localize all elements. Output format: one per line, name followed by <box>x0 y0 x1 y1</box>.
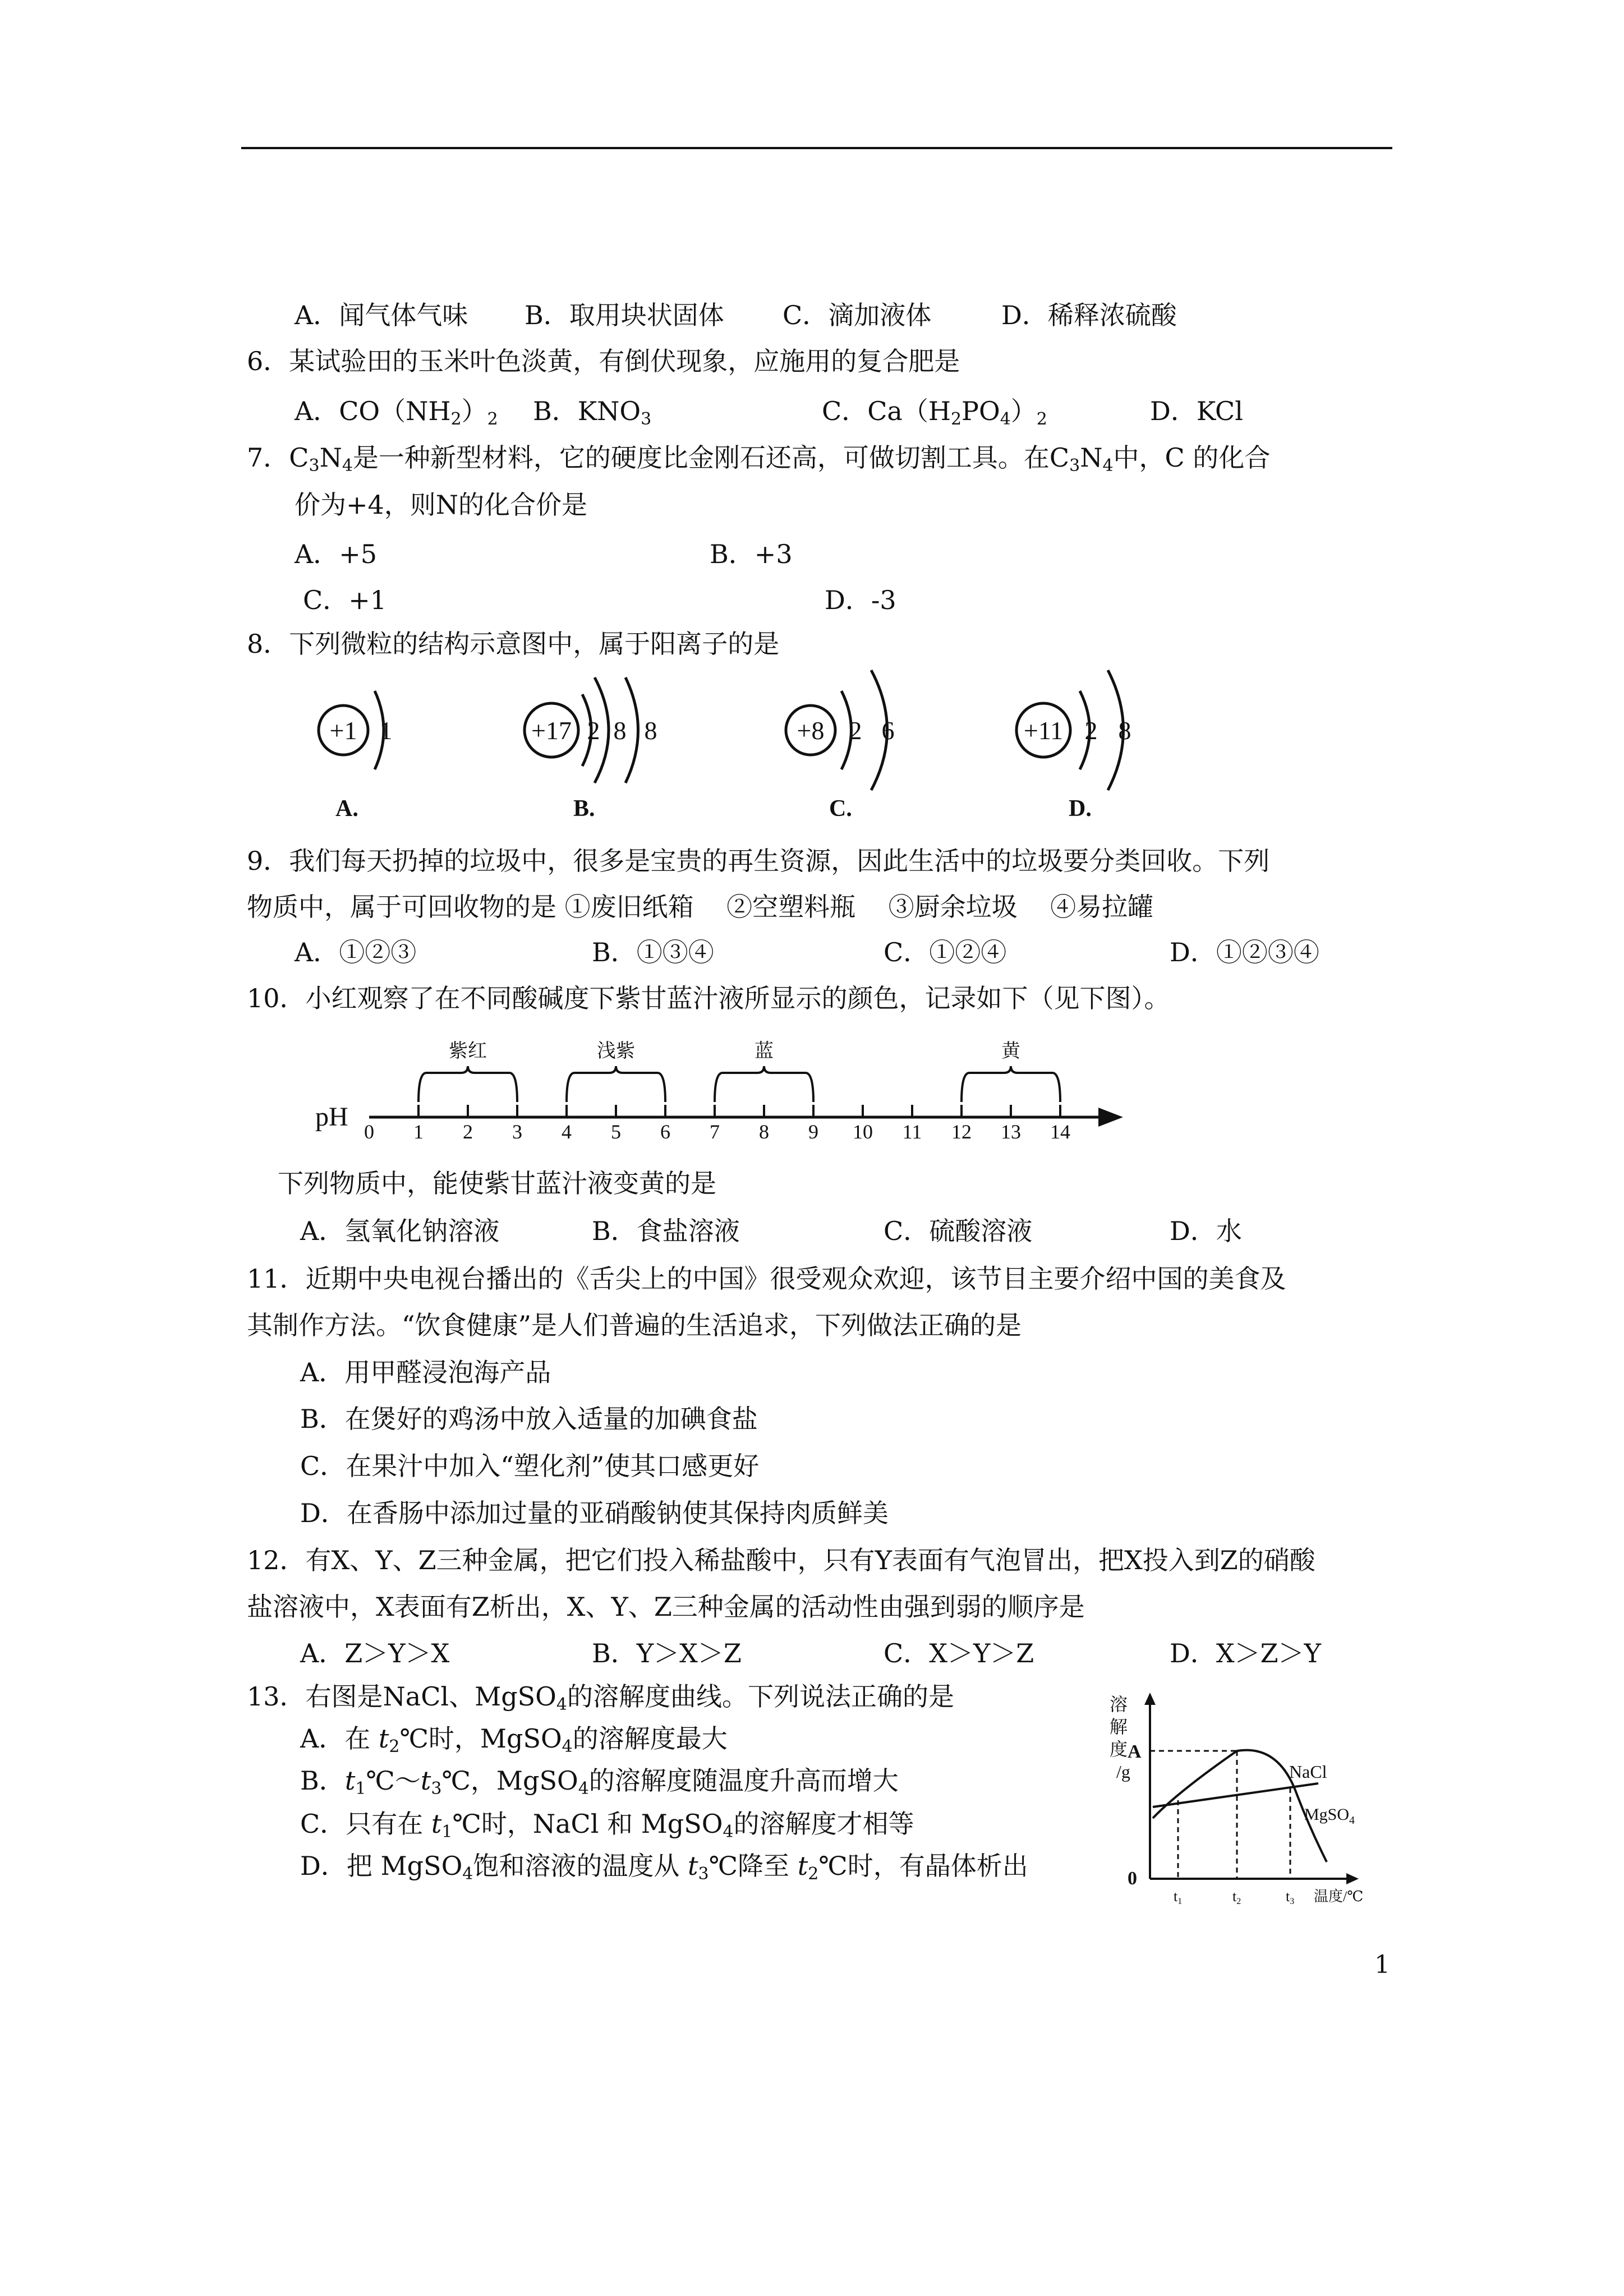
q10-stem: 10．小红观察了在不同酸碱度下紫甘蓝汁液所显示的颜色，记录如下（见下图）。 <box>247 983 1170 1013</box>
q13-option-c: C．只有在 $t_1℃$时，NaCl 和 MgSO$_4$的溶解度才相等 <box>300 1809 914 1842</box>
q12-option-b: B．Y＞X＞Z <box>592 1638 742 1668</box>
q11-stem-line2: 其制作方法。“饮食健康”是人们普遍的生活追求，下列做法正确的是 <box>247 1310 1022 1340</box>
q13-stem: 13．右图是NaCl、MgSO$_4$的溶解度曲线。下列说法正确的是 <box>247 1681 954 1714</box>
mgso4-label: MgSO$_4$ <box>1304 1805 1355 1827</box>
ph-tick-label: 7 <box>710 1121 720 1143</box>
atom-d-nucleus-label: +11 <box>1023 716 1064 745</box>
ph-range-color-label: 黄 <box>1001 1041 1020 1062</box>
q5-option-c: C．滴加液体 <box>783 300 932 330</box>
atom-a-nucleus-label: +1 <box>329 716 357 745</box>
q6-option-c: C．$Ca(H_2PO_4)_2$ <box>822 396 1047 429</box>
q6-stem: 6．某试验田的玉米叶色淡黄，有倒伏现象，应施用的复合肥是 <box>247 346 960 376</box>
atom-a-shell-count: 1 <box>379 716 393 745</box>
page-number: 1 <box>1374 1951 1390 1979</box>
ph-ticks <box>364 1105 1070 1143</box>
graph-x-arrow <box>1346 1873 1359 1884</box>
q13-option-b: B．$t_1℃\sim t_3℃$，MgSO$_4$的溶解度随温度升高而增大 <box>300 1765 899 1799</box>
atom-a-label: A. <box>335 796 358 822</box>
q12-stem-line1: 12．有X、Y、Z三种金属，把它们投入稀盐酸中，只有Y表面有气泡冒出，把X投入到Z的硝酸 <box>247 1545 1315 1575</box>
q9-option-c: C．①②④ <box>884 937 1007 967</box>
graph-xtick-t3: t3 <box>1286 1888 1295 1906</box>
atom-b-shell-count-3: 8 <box>644 716 657 745</box>
q9-stem-line1: 9．我们每天扔掉的垃圾中，很多是宝贵的再生资源，因此生活中的垃圾要分类回收。下列 <box>247 846 1270 876</box>
q12-option-a: A．Z＞Y＞X <box>300 1638 450 1668</box>
q12-option-c: C．X＞Y＞Z <box>884 1638 1034 1668</box>
graph-ylabel-char-3: 度 <box>1110 1739 1128 1759</box>
ph-tick-label: 8 <box>759 1121 769 1143</box>
q7-option-d: D．-3 <box>825 585 896 615</box>
ph-tick-label: 13 <box>1001 1121 1021 1143</box>
ph-range-bracket <box>567 1066 665 1102</box>
q11-stem-line1: 11．近期中央电视台播出的《舌尖上的中国》很受观众欢迎，该节目主要介绍中国的美食及 <box>247 1264 1286 1294</box>
ph-color-ranges <box>418 1040 1060 1102</box>
ph-scale-diagram <box>303 1018 1133 1147</box>
atom-d-label: D. <box>1069 796 1092 822</box>
q6-option-a: A．$CO(NH_2)_2$ <box>295 396 498 429</box>
q10-option-d: D．水 <box>1170 1216 1242 1246</box>
graph-xtick-t2: t2 <box>1232 1888 1241 1906</box>
q13-option-d: D．把 MgSO$_4$饱和溶液的温度从 $t_3℃$降至 $t_2℃$时，有晶体析出 <box>300 1851 1028 1884</box>
ph-range-color-label: 紫红 <box>449 1041 487 1062</box>
q8-stem: 8．下列微粒的结构示意图中，属于阳离子的是 <box>247 629 780 659</box>
graph-ylabel-char-1: 溶 <box>1110 1694 1128 1714</box>
q6-option-d: D．KCl <box>1150 396 1243 426</box>
ph-tick-label: 3 <box>512 1121 522 1143</box>
ph-tick-label: 9 <box>808 1121 818 1143</box>
atom-c-nucleus-label: +8 <box>797 716 825 745</box>
q13-option-a: A．在 $t_2℃$时，MgSO$_4$的溶解度最大 <box>300 1723 728 1756</box>
ph-range-bracket <box>715 1066 813 1102</box>
q9-option-b: B．①③④ <box>592 937 714 967</box>
atom-d-shell-count-1: 2 <box>1084 716 1098 745</box>
atom-b-label: B. <box>573 796 595 822</box>
atom-b-shell-count-2: 8 <box>613 716 627 745</box>
ph-tick-label: 0 <box>364 1121 374 1143</box>
q9-option-a: A．①②③ <box>295 937 417 967</box>
ph-axis-arrow <box>1098 1108 1123 1127</box>
q11-option-b: B．在煲好的鸡汤中放入适量的加碘食盐 <box>300 1404 758 1434</box>
ph-tick-label: 12 <box>951 1121 972 1143</box>
graph-xlabel: 温度/℃ <box>1314 1888 1364 1905</box>
q11-option-d: D．在香肠中添加过量的亚硝酸钠使其保持肉质鲜美 <box>300 1498 889 1528</box>
q7-option-b: B．+3 <box>710 539 793 569</box>
graph-ylabel-char-2: 解 <box>1110 1717 1128 1737</box>
q7-option-a: A．+5 <box>295 539 378 569</box>
ph-tick-label: 10 <box>853 1121 873 1143</box>
ph-range-color-label: 浅紫 <box>597 1041 635 1062</box>
ph-tick-label: 1 <box>413 1121 424 1143</box>
q10-option-a: A．氢氧化钠溶液 <box>300 1216 500 1246</box>
ph-tick-label: 2 <box>463 1121 473 1143</box>
atom-c-shell-count-2: 6 <box>881 716 895 745</box>
ph-range-color-label: 蓝 <box>755 1041 774 1062</box>
atom-c-shell-count-1: 2 <box>849 716 862 745</box>
q9-stem-line2: 物质中，属于可回收物的是 ①废旧纸箱 ②空塑料瓶 ③厨余垃圾 ④易拉罐 <box>247 892 1154 922</box>
q11-option-c: C．在果汁中加入“塑化剂”使其口感更好 <box>300 1451 760 1481</box>
graph-xtick-t1: t1 <box>1174 1888 1183 1906</box>
q12-stem-line2: 盐溶液中，X表面有Z析出，X、Y、Z三种金属的活动性由强到弱的顺序是 <box>247 1592 1085 1622</box>
ph-scale-label: pH <box>315 1102 348 1132</box>
ph-tick-label: 5 <box>611 1121 621 1143</box>
q12-option-d: D．X＞Z＞Y <box>1170 1638 1321 1668</box>
q10-question: 下列物质中，能使紫甘蓝汁液变黄的是 <box>278 1168 716 1198</box>
q7-stem-line2: 价为+4，则N的化合价是 <box>295 490 588 520</box>
atom-d-shell-count-2: 8 <box>1118 716 1131 745</box>
q5-option-d: D．稀释浓硫酸 <box>1001 300 1177 330</box>
q7-option-c: C．+1 <box>303 585 387 615</box>
q5-option-a: A．闻气体气味 <box>295 300 468 330</box>
q5-option-b: B．取用块状固体 <box>525 300 724 330</box>
nacl-label: NaCl <box>1289 1762 1327 1782</box>
graph-origin: 0 <box>1128 1868 1137 1889</box>
q6-option-b: B．$KNO_3$ <box>533 396 652 429</box>
ph-tick-label: 6 <box>660 1121 670 1143</box>
atom-b-nucleus-label: +17 <box>531 716 572 745</box>
graph-y-arrow <box>1144 1693 1156 1705</box>
ph-tick-label: 14 <box>1050 1121 1070 1143</box>
q9-option-d: D．①②③④ <box>1170 937 1319 967</box>
q10-option-b: B．食盐溶液 <box>592 1216 740 1246</box>
q7-stem-line1: 7．$C_3N_4$是一种新型材料，它的硬度比金刚石还高，可做切割工具。在$C_3N_4$中，C 的化合 <box>247 442 1271 476</box>
ph-range-bracket <box>418 1066 517 1102</box>
atom-c-label: C. <box>829 796 852 822</box>
atom-b-shell-count-1: 2 <box>587 716 600 745</box>
graph-y-mark: A <box>1128 1741 1142 1762</box>
ph-tick-label: 11 <box>902 1121 922 1143</box>
ph-range-bracket <box>961 1066 1060 1102</box>
q10-option-c: C．硫酸溶液 <box>884 1216 1033 1246</box>
solubility-graph <box>1099 1682 1402 1924</box>
atom-b-shell-3 <box>625 677 638 783</box>
ph-tick-label: 4 <box>562 1121 572 1143</box>
graph-yunit: /g <box>1116 1762 1130 1782</box>
q11-option-a: A．用甲醛浸泡海产品 <box>300 1357 551 1387</box>
